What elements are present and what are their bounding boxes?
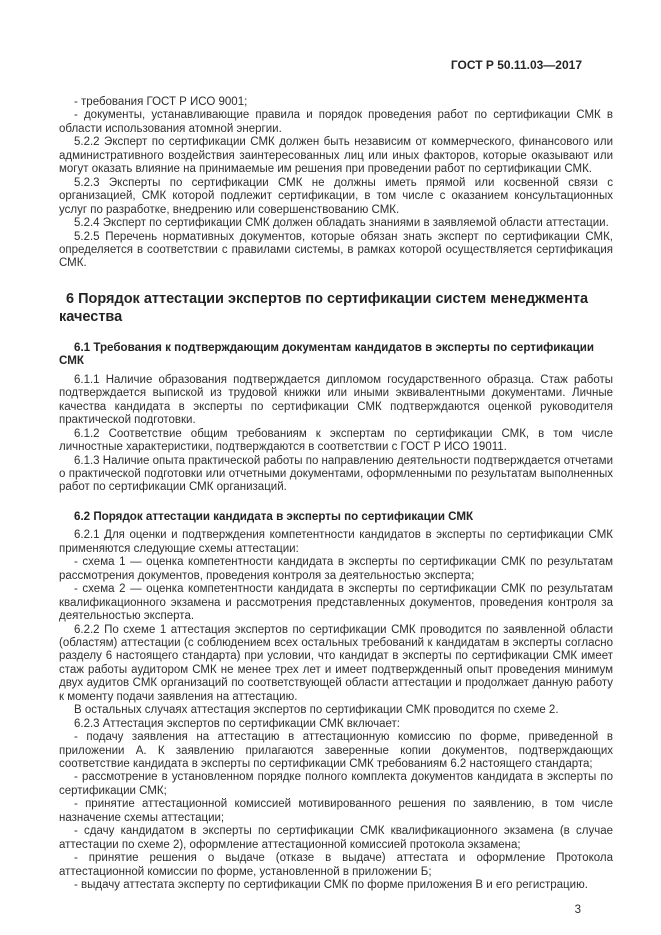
paragraph: 6.2.2 По схеме 1 аттестация экспертов по сертификации СМК проводится по заявленной области (областям) аттестации (с соблюдением всех остальных требований к кандидатам в эксперты согласно разделу 6 настоящего стандарта) при условии, что кандидат в эксперты по сертификации СМК имеет стаж работы аудитором СМК не менее трех лет и имеет подтвержденный опыт проведения минимум двух аудитов СМК организаций по соответствующей области аттестации и продолжает данную работу к моменту подачи заявления на аттестацию. [59, 623, 613, 703]
paragraph: 5.2.2 Эксперт по сертификации СМК должен быть независим от коммерческого, финансового или административного воздействия заинтересованных лиц или иных факторов, которые оказывают или могут оказать влияние на принимаемые им решения при проведении работ по сертификации СМК. [59, 136, 613, 176]
list-item: - подачу заявления на аттестацию в аттестационную комиссию по форме, приведенной в приложении А. К заявлению прилагаются заверенные копии документов, подтверждающих соответствие кандидата в эксперты по сертификации СМК требованиям 6.2 настоящего стандарта; [59, 731, 613, 771]
list-item: - принятие решения о выдаче (отказе в выдаче) аттестата и оформление Протокола аттестационной комиссии по форме, установленной в приложении Б; [59, 852, 613, 878]
paragraph: 6.2.1 Для оценки и подтверждения компетентности кандидатов в эксперты по сертификации СМК применяются следующие схемы аттестации: [59, 529, 613, 555]
list-item: - принятие аттестационной комиссией мотивированного решения по заявлению, в том числе назначение схемы аттестации; [59, 798, 613, 824]
subsection-heading: 6.1 Требования к подтверждающим документам кандидатов в эксперты по сертификации СМК [59, 340, 594, 368]
paragraph: 5.2.4 Эксперт по сертификации СМК должен обладать знаниями в заявляемой области аттестации. [74, 217, 609, 230]
subsection-heading: 6.2 Порядок аттестации кандидата в эксперты по сертификации СМК [74, 509, 474, 523]
paragraph: 6.1.3 Наличие опыта практической работы по направлению деятельности подтверждается отчетами о практической подготовки или отчетными документами, оформленными по результатам выполненных работ по сертификации СМК организаций. [59, 454, 613, 494]
paragraph: 6.1.1 Наличие образования подтверждается дипломом государственного образца. Стаж работы подтверждается выпиской из трудовой книжки или иными эквивалентными документами. Личные качества кандидата в эксперты по сертификации СМК подтверждаются оценкой руководителя практической подготовки. [59, 373, 613, 427]
standard-designation: ГОСТ Р 50.11.03—2017 [450, 58, 582, 72]
document-content [59, 58, 613, 916]
paragraph: 6.1.2 Соответствие общим требованиям к экспертам по сертификации СМК, в том числе личностные характеристики, подтверждаются в соответствии с ГОСТ Р ИСО 19011. [59, 427, 613, 454]
paragraph: В остальных случаях аттестация экспертов по сертификации СМК проводится по схеме 2. [74, 704, 559, 717]
list-item: - рассмотрение в установленном порядке полного комплекта документов кандидата в эксперты по сертификации СМК; [59, 771, 613, 797]
paragraph: 6.2.3 Аттестация экспертов по сертификации СМК включает: [74, 717, 400, 730]
section-heading: 6 Порядок аттестации экспертов по сертификации систем менеджмента качества [59, 290, 589, 325]
paragraph: 5.2.3 Эксперты по сертификации СМК не должны иметь прямой или косвенной связи с организацией, СМК которой подлежит сертификации, в том числе с оказанием консультационных услуг по разработке, внедрению или совершенствованию СМК. [59, 176, 613, 216]
list-item: - сдачу кандидатом в эксперты по сертификации СМК квалификационного экзамена (в случае аттестации по схеме 2), оформление аттестационной комиссией протокола экзамена; [59, 825, 613, 851]
page-number: 3 [574, 903, 581, 916]
list-item: - документы, устанавливающие правила и порядок проведения работ по сертификации СМК в области использования атомной энергии. [59, 109, 613, 135]
list-item: - схема 2 — оценка компетентности кандидата в эксперты по сертификации СМК по результатам квалификационного экзамена и рассмотрения представленных документов, проведения контроля за деятельностью эксперта. [59, 583, 613, 623]
paragraph: 5.2.5 Перечень нормативных документов, которые обязан знать эксперт по сертификации СМК, определяется в соответствии с правилами системы, в рамках которой осуществляется сертификация СМК. [59, 230, 613, 270]
list-item: - выдачу аттестата эксперту по сертификации СМК по форме приложения В и его регистрацию. [74, 879, 588, 892]
list-item: - схема 1 — оценка компетентности кандидата в эксперты по сертификации СМК по результатам рассмотрения документов, проведения контроля за деятельностью эксперта; [59, 556, 613, 582]
list-item: - требования ГОСТ Р ИСО 9001; [74, 96, 248, 108]
